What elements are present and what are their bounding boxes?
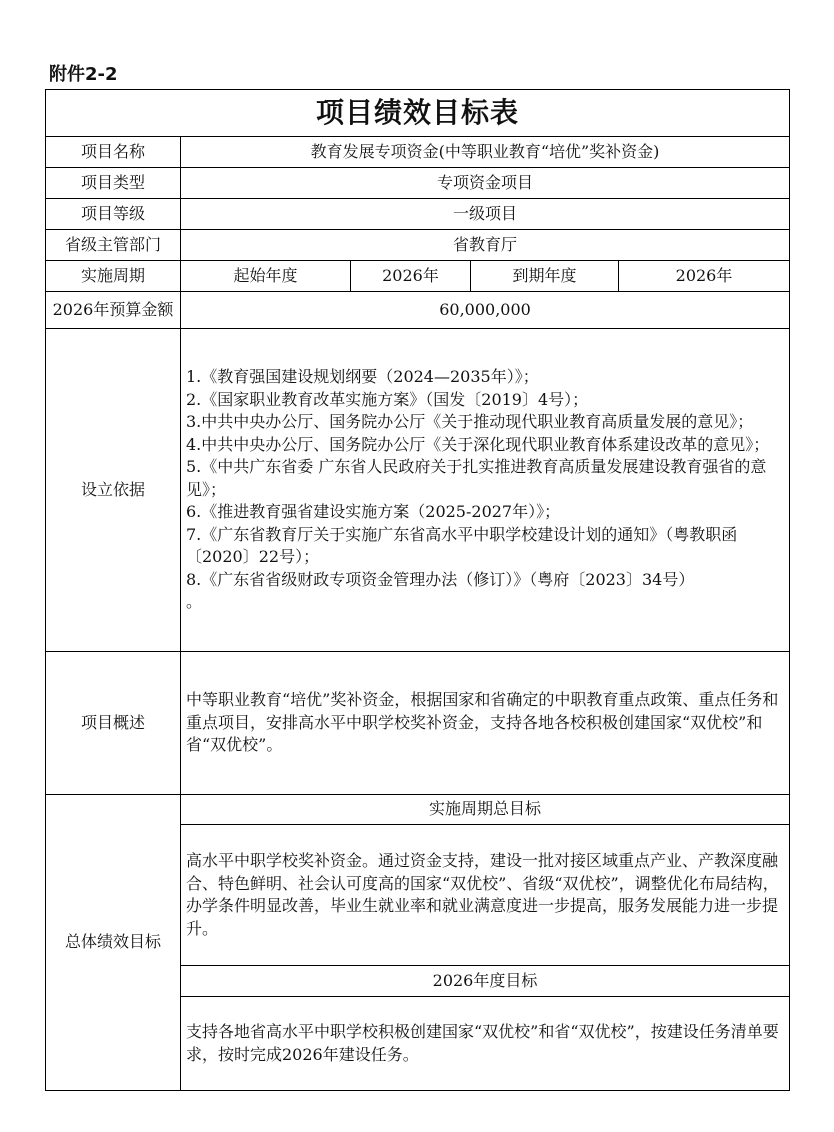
year-goal-text: 支持各地省高水平中职学校积极创建国家“双优校”和省“双优校”，按建设任务清单要求，按时完成2026年建设任务。	[181, 997, 790, 1091]
end-year-label: 到期年度	[471, 261, 619, 292]
performance-target-table	[45, 89, 790, 1091]
budget-value: 60,000,000	[181, 292, 790, 329]
year-goal-header: 2026年度目标	[181, 966, 790, 997]
project-name-value: 教育发展专项资金(中等职业教育“培优”奖补资金)	[181, 137, 790, 168]
goals-label: 总体绩效目标	[46, 795, 181, 1091]
table-title: 项目绩效目标表	[46, 90, 790, 137]
basis-label: 设立依据	[46, 329, 181, 652]
department-value: 省教育厅	[181, 230, 790, 261]
basis-value: 1.《教育强国建设规划纲要（2024—2035年）》； 2.《国家职业教育改革实施方案》（国发〔2019〕4号）； 3.中共中央办公厅、国务院办公厅《关于推动现代职业教育高质量发展的意见》； 4.中共中央办公厅、国务院办公厅《关于深化现代职业教育体系建设改革的意见》； 5.《中共广东省委 广东省人民政府关于扎实推进教育高质量发展建设教育强省的意见》； 6.《推进教育强省建设实施方案（2025-2027年）》； 7.《广东省教育厅关于实施广东省高水平中职学校建设计划的通知》（粤教职函〔2020〕22号）； 8.《广东省省级财政专项资金管理办法（修订）》（粤府〔2023〕34号） 。	[181, 329, 790, 652]
start-year-label: 起始年度	[181, 261, 351, 292]
project-type-label: 项目类型	[46, 168, 181, 199]
project-level-label: 项目等级	[46, 199, 181, 230]
project-level-value: 一级项目	[181, 199, 790, 230]
attachment-label: 附件2-2	[49, 64, 118, 85]
period-goal-header: 实施周期总目标	[181, 795, 790, 825]
period-label: 实施周期	[46, 261, 181, 292]
budget-label: 2026年预算金额	[46, 292, 181, 329]
start-year-value: 2026年	[351, 261, 471, 292]
period-goal-text: 高水平中职学校奖补资金。通过资金支持，建设一批对接区域重点产业、产教深度融合、特色鲜明、社会认可度高的国家“双优校”、省级“双优校”，调整优化布局结构，办学条件明显改善，毕业生就业率和就业满意度进一步提高，服务发展能力进一步提升。	[181, 825, 790, 966]
project-type-value: 专项资金项目	[181, 168, 790, 199]
project-name-label: 项目名称	[46, 137, 181, 168]
department-label: 省级主管部门	[46, 230, 181, 261]
overview-value: 中等职业教育“培优”奖补资金，根据国家和省确定的中职教育重点政策、重点任务和重点项目，安排高水平中职学校奖补资金，支持各地各校积极创建国家“双优校”和省“双优校”。	[181, 652, 790, 795]
overview-label: 项目概述	[46, 652, 181, 795]
end-year-value: 2026年	[619, 261, 790, 292]
